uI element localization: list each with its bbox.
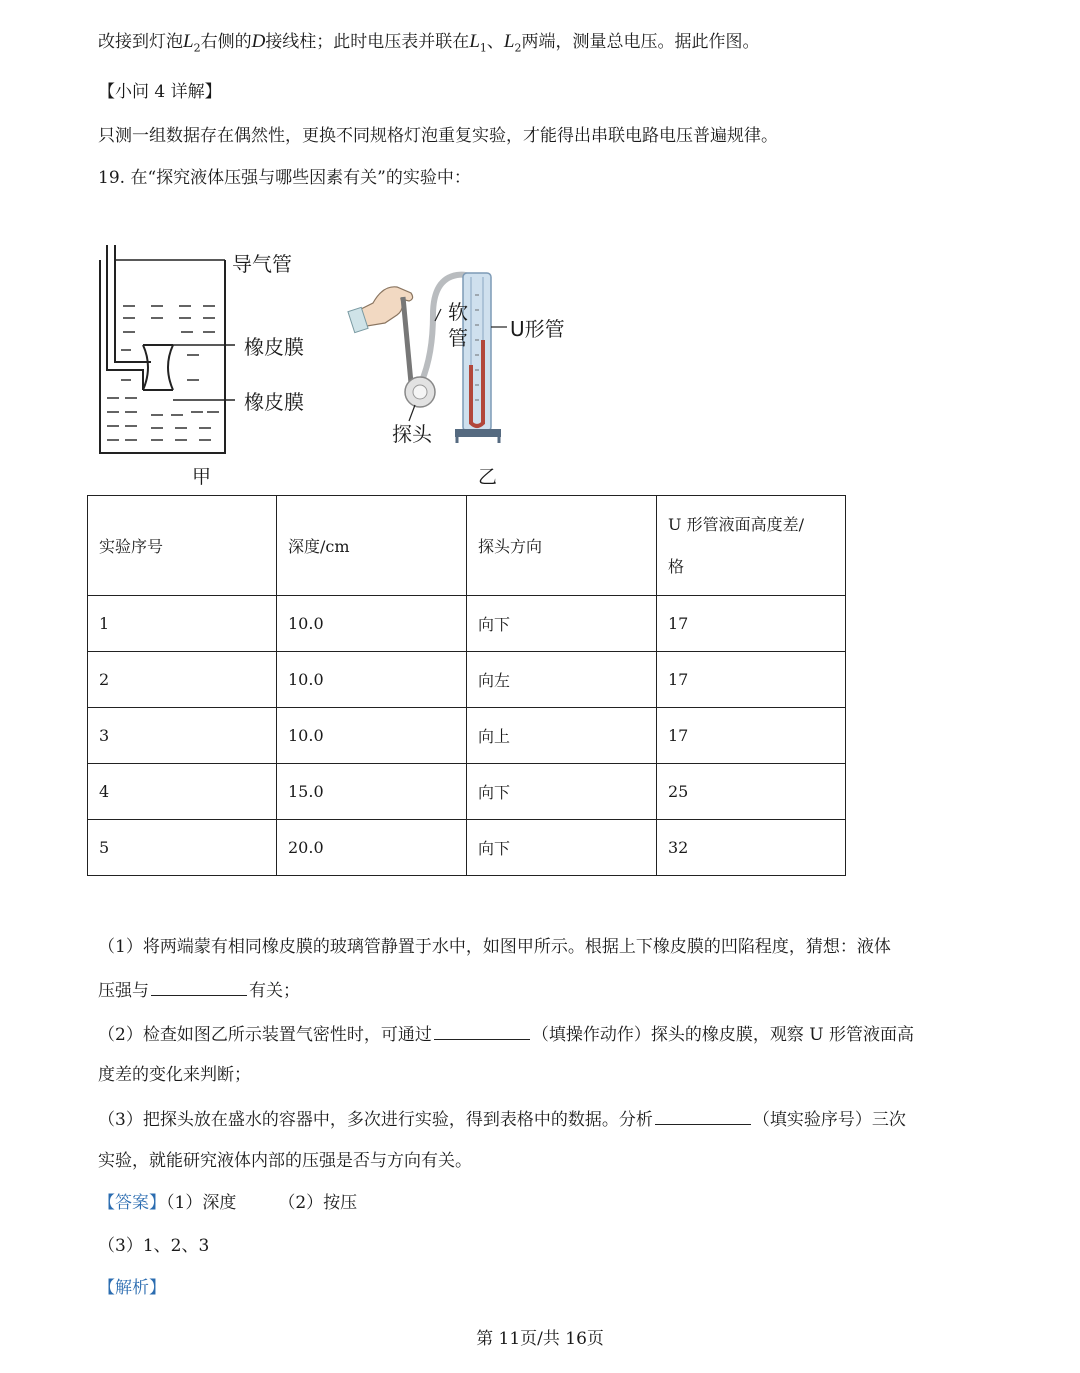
answer-blank[interactable] — [655, 1106, 751, 1125]
figure-jia — [95, 240, 235, 460]
table-cell: 4 — [88, 764, 277, 820]
label-membrane-bottom: 橡皮膜 — [244, 390, 304, 414]
table-cell: 3 — [88, 708, 277, 764]
table-cell: 向下 — [467, 820, 657, 876]
label-probe: 探头 — [392, 422, 432, 446]
question-1-line-b: 压强与 有关； — [98, 977, 300, 1003]
question-1-line-a: （1）将两端蒙有相同橡皮膜的玻璃管静置于水中，如图甲所示。根据上下橡皮膜的凹陷程度，猜想：液体 — [98, 937, 891, 957]
question-19-title: 19. 在“探究液体压强与哪些因素有关”的实验中： — [98, 168, 471, 188]
answer-blank[interactable] — [434, 1021, 530, 1040]
caption-jia: 甲 — [192, 466, 212, 488]
caption-yi: 乙 — [478, 466, 498, 488]
table-cell: 向上 — [467, 708, 657, 764]
answer-blank[interactable] — [151, 977, 247, 996]
table-cell: 17 — [657, 652, 846, 708]
text-line-3: 只测一组数据存在偶然性，更换不同规格灯泡重复实验，才能得出串联电路电压普遍规律。 — [98, 126, 778, 146]
table-header-row — [88, 496, 846, 596]
table-header-cell: 实验序号 — [88, 496, 277, 596]
table-cell: 向下 — [467, 764, 657, 820]
label-u-tube: U形管 — [510, 317, 565, 341]
table-cell: 20.0 — [277, 820, 467, 876]
table-header-cell: U 形管液面高度差/ 格 — [657, 496, 846, 596]
data-table — [87, 495, 846, 876]
label-hose-2: 管 — [448, 326, 468, 350]
text-line-1: 改接到灯泡$L_2$右侧的D接线柱；此时电压表并联在$L_1$、$L_2$两端，测量总电压。据此作图。 — [98, 31, 760, 55]
table-cell: 5 — [88, 820, 277, 876]
table-cell: 2 — [88, 652, 277, 708]
page-footer: 第 11页/共 16页 — [476, 1329, 604, 1349]
table-row — [88, 652, 846, 708]
table-row — [88, 596, 846, 652]
table-cell: 17 — [657, 708, 846, 764]
answer-line-2: （3）1、2、3 — [98, 1236, 210, 1256]
answer-label: 【答案】 — [98, 1193, 166, 1213]
table-cell: 1 — [88, 596, 277, 652]
question-2-line-b: 度差的变化来判断； — [98, 1065, 251, 1085]
label-hose-1: 软 — [448, 300, 468, 324]
question-2-line-a: （2）检查如图乙所示装置气密性时，可通过 （填操作动作）探头的橡皮膜，观察 U 形管液面高 — [98, 1021, 914, 1047]
table-cell: 15.0 — [277, 764, 467, 820]
table-row — [88, 708, 846, 764]
table-cell: 17 — [657, 596, 846, 652]
table-header-cell: 深度/cm — [277, 496, 467, 596]
table-row — [88, 820, 846, 876]
table-cell: 25 — [657, 764, 846, 820]
label-membrane-top: 橡皮膜 — [244, 335, 304, 359]
table-cell: 10.0 — [277, 596, 467, 652]
answer-line-1: 【答案】（1）深度 （2）按压 — [98, 1193, 358, 1213]
question-3-line-a: （3）把探头放在盛水的容器中，多次进行实验，得到表格中的数据。分析 （填实验序号）三次 — [98, 1106, 906, 1132]
table-row — [88, 764, 846, 820]
table-cell: 10.0 — [277, 708, 467, 764]
table-cell: 向下 — [467, 596, 657, 652]
figure-yi — [345, 265, 525, 445]
table-cell: 向左 — [467, 652, 657, 708]
table-header-cell: 探头方向 — [467, 496, 657, 596]
table-cell: 32 — [657, 820, 846, 876]
table-cell: 10.0 — [277, 652, 467, 708]
analysis-label: 【解析】 — [98, 1278, 166, 1298]
section-heading-4: 【小问 4 详解】 — [98, 82, 222, 102]
label-air-tube: 导气管 — [232, 252, 292, 276]
question-3-line-b: 实验，就能研究液体内部的压强是否与方向有关。 — [98, 1151, 472, 1171]
